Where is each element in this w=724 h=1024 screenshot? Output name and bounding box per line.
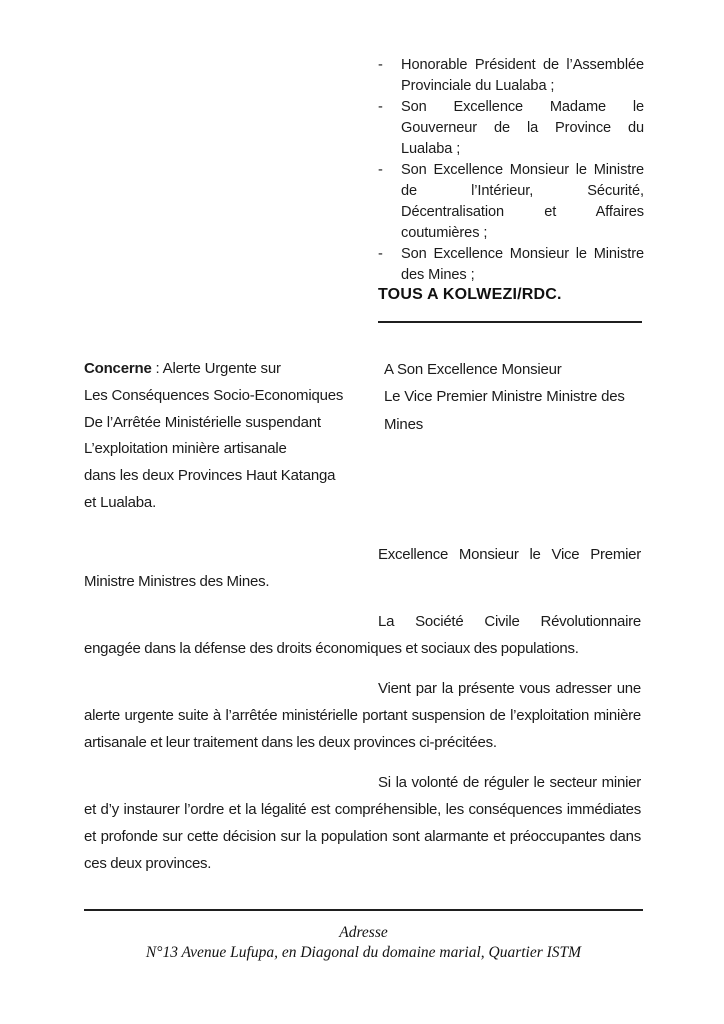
subject-line: et Lualaba. (84, 493, 157, 511)
recipient-item (378, 55, 644, 97)
footer-block (84, 923, 643, 962)
dash-bullet: - (378, 246, 383, 262)
subject-line (84, 356, 394, 383)
recipients-underline-rule (378, 321, 642, 323)
dash-bullet: - (378, 162, 383, 178)
recipient-text: Honorable Président de l’Assemblée Provinciale du Lualaba ; (401, 57, 644, 94)
dash-bullet: - (378, 99, 383, 115)
subject-block (84, 356, 394, 517)
recipient-item (378, 244, 644, 286)
subject-line: dans les deux Provinces Haut Katanga (84, 467, 336, 485)
all-at-kolwezi-line: TOUS A KOLWEZI/RDC. (378, 286, 562, 303)
recipient-text: Son Excellence Madame le Gouverneur de la Province du Lualaba ; (401, 99, 644, 157)
body-paragraph: La Société Civile Révolutionnaire engagée dans la défense des droits économiques et sociaux des populations. (84, 613, 641, 657)
recipients-list (378, 55, 644, 286)
subject-label-suffix: : Alerte Urgente sur (151, 360, 281, 377)
footer-rule (84, 909, 643, 911)
body-paragraph: Excellence Monsieur le Vice Premier Ministre Ministres des Mines. (84, 546, 641, 590)
subject-line: Les Conséquences Socio-Economiques (84, 386, 344, 404)
subject-line: De l’Arrêtée Ministérielle suspendant (84, 413, 321, 431)
recipient-text: Son Excellence Monsieur le Ministre des Mines ; (401, 246, 644, 283)
addressee-line: Le Vice Premier Ministre Ministre des (384, 388, 625, 406)
dash-bullet: - (378, 57, 383, 73)
letter-body (84, 541, 641, 890)
subject-label: Concerne (84, 360, 152, 377)
recipient-text: Son Excellence Monsieur le Ministre de l’Intérieur, Sécurité, Décentralisation et Affaires coutumières ; (401, 162, 644, 241)
subject-line: L’exploitation minière artisanale (84, 440, 287, 458)
recipient-item (378, 160, 644, 244)
addressee-block (384, 356, 664, 438)
body-paragraph: Vient par la présente vous adresser une alerte urgente suite à l’arrêtée ministérielle portant suspension de l’exploitation minière artisanale et leur traitement dans les deux provinces ci-précitées. (84, 680, 641, 751)
body-paragraph: Si la volonté de réguler le secteur minier et d’y instaurer l’ordre et la légalité est compréhensible, les conséquences immédiates et profonde sur cette décision sur la population sont alarmante et préoccupantes dans ces deux provinces. (84, 774, 641, 872)
recipient-item (378, 97, 644, 160)
addressee-line: A Son Excellence Monsieur (384, 361, 562, 378)
footer-address: N°13 Avenue Lufupa, en Diagonal du domaine marial, Quartier ISTM (145, 943, 582, 961)
addressee-line: Mines (384, 415, 424, 433)
footer-title: Adresse (339, 924, 388, 941)
